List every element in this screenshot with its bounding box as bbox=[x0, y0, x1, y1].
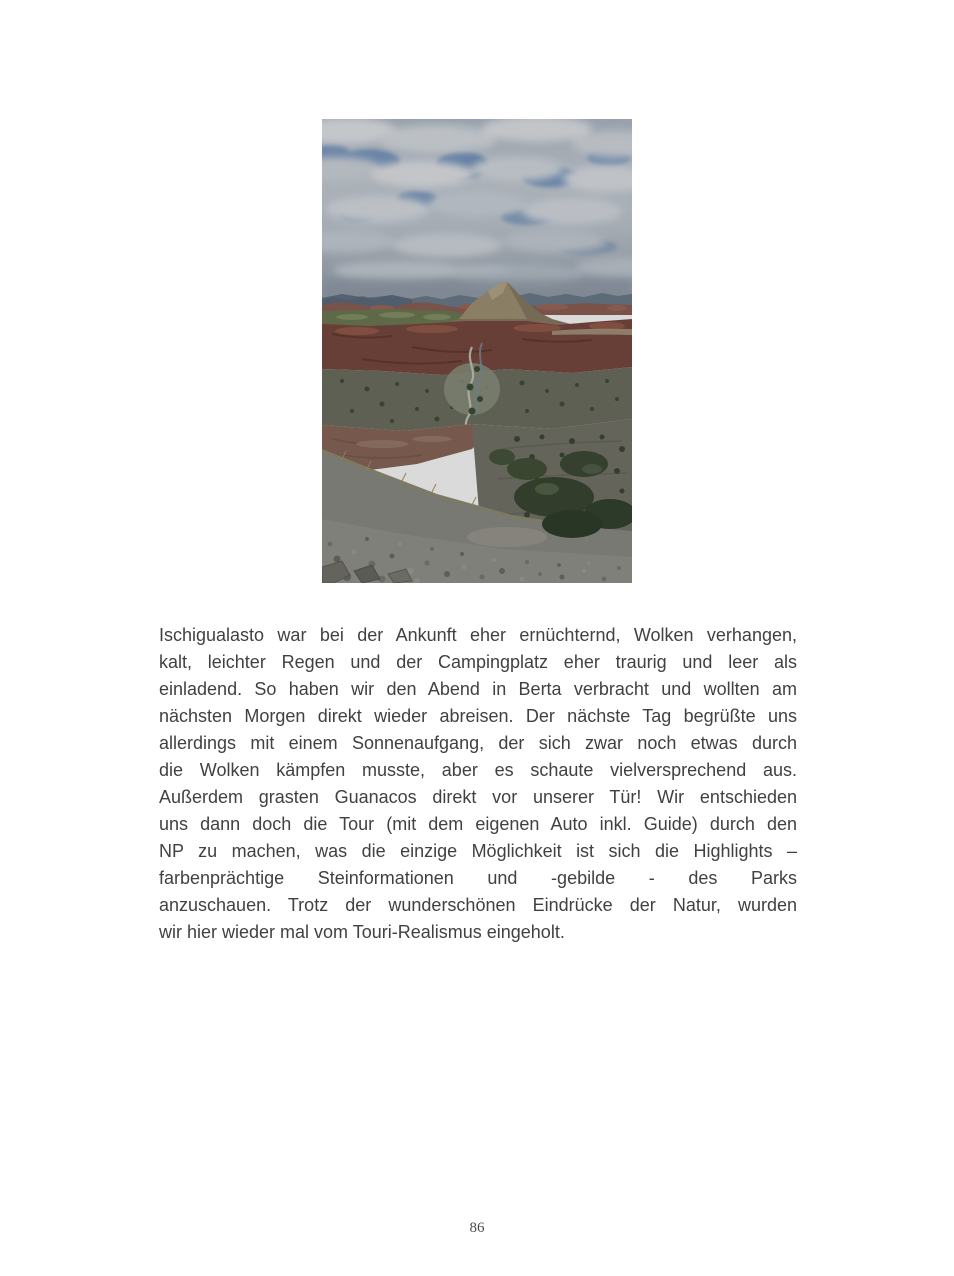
paragraph-line: die Wolken kämpfen musste, aber es schaute vielversprechend aus. bbox=[159, 760, 797, 780]
landscape-photo bbox=[322, 119, 632, 583]
paragraph-line: allerdings mit einem Sonnenaufgang, der sich zwar noch etwas durch bbox=[159, 733, 797, 753]
paragraph-line: wir hier wieder mal vom Touri-Realismus eingeholt. bbox=[159, 922, 565, 942]
paragraph-line: kalt, leichter Regen und der Campingplatz eher traurig und leer als bbox=[159, 652, 797, 672]
paragraph-line: Außerdem grasten Guanacos direkt vor unserer Tür! Wir entschieden bbox=[159, 787, 797, 807]
paragraph-line: einladend. So haben wir den Abend in Berta verbracht und wollten am bbox=[159, 679, 797, 699]
paragraph-line: farbenprächtige Steinformationen und -gebilde - des Parks bbox=[159, 868, 797, 888]
paragraph-line: Ischigualasto war bei der Ankunft eher ernüchternd, Wolken verhangen, bbox=[159, 625, 797, 645]
paragraph-line: anzuschauen. Trotz der wunderschönen Eindrücke der Natur, wurden bbox=[159, 895, 797, 915]
grain-overlay bbox=[322, 119, 632, 583]
paragraph-line: uns dann doch die Tour (mit dem eigenen Auto inkl. Guide) durch den bbox=[159, 814, 797, 834]
paragraph-line: nächsten Morgen direkt wieder abreisen. Der nächste Tag begrüßte uns bbox=[159, 706, 797, 726]
body-paragraph bbox=[159, 622, 797, 946]
page-number: 86 bbox=[469, 1220, 485, 1236]
landscape-photo-art bbox=[322, 119, 632, 583]
paragraph-line: NP zu machen, was die einzige Möglichkeit ist sich die Highlights – bbox=[159, 841, 797, 861]
